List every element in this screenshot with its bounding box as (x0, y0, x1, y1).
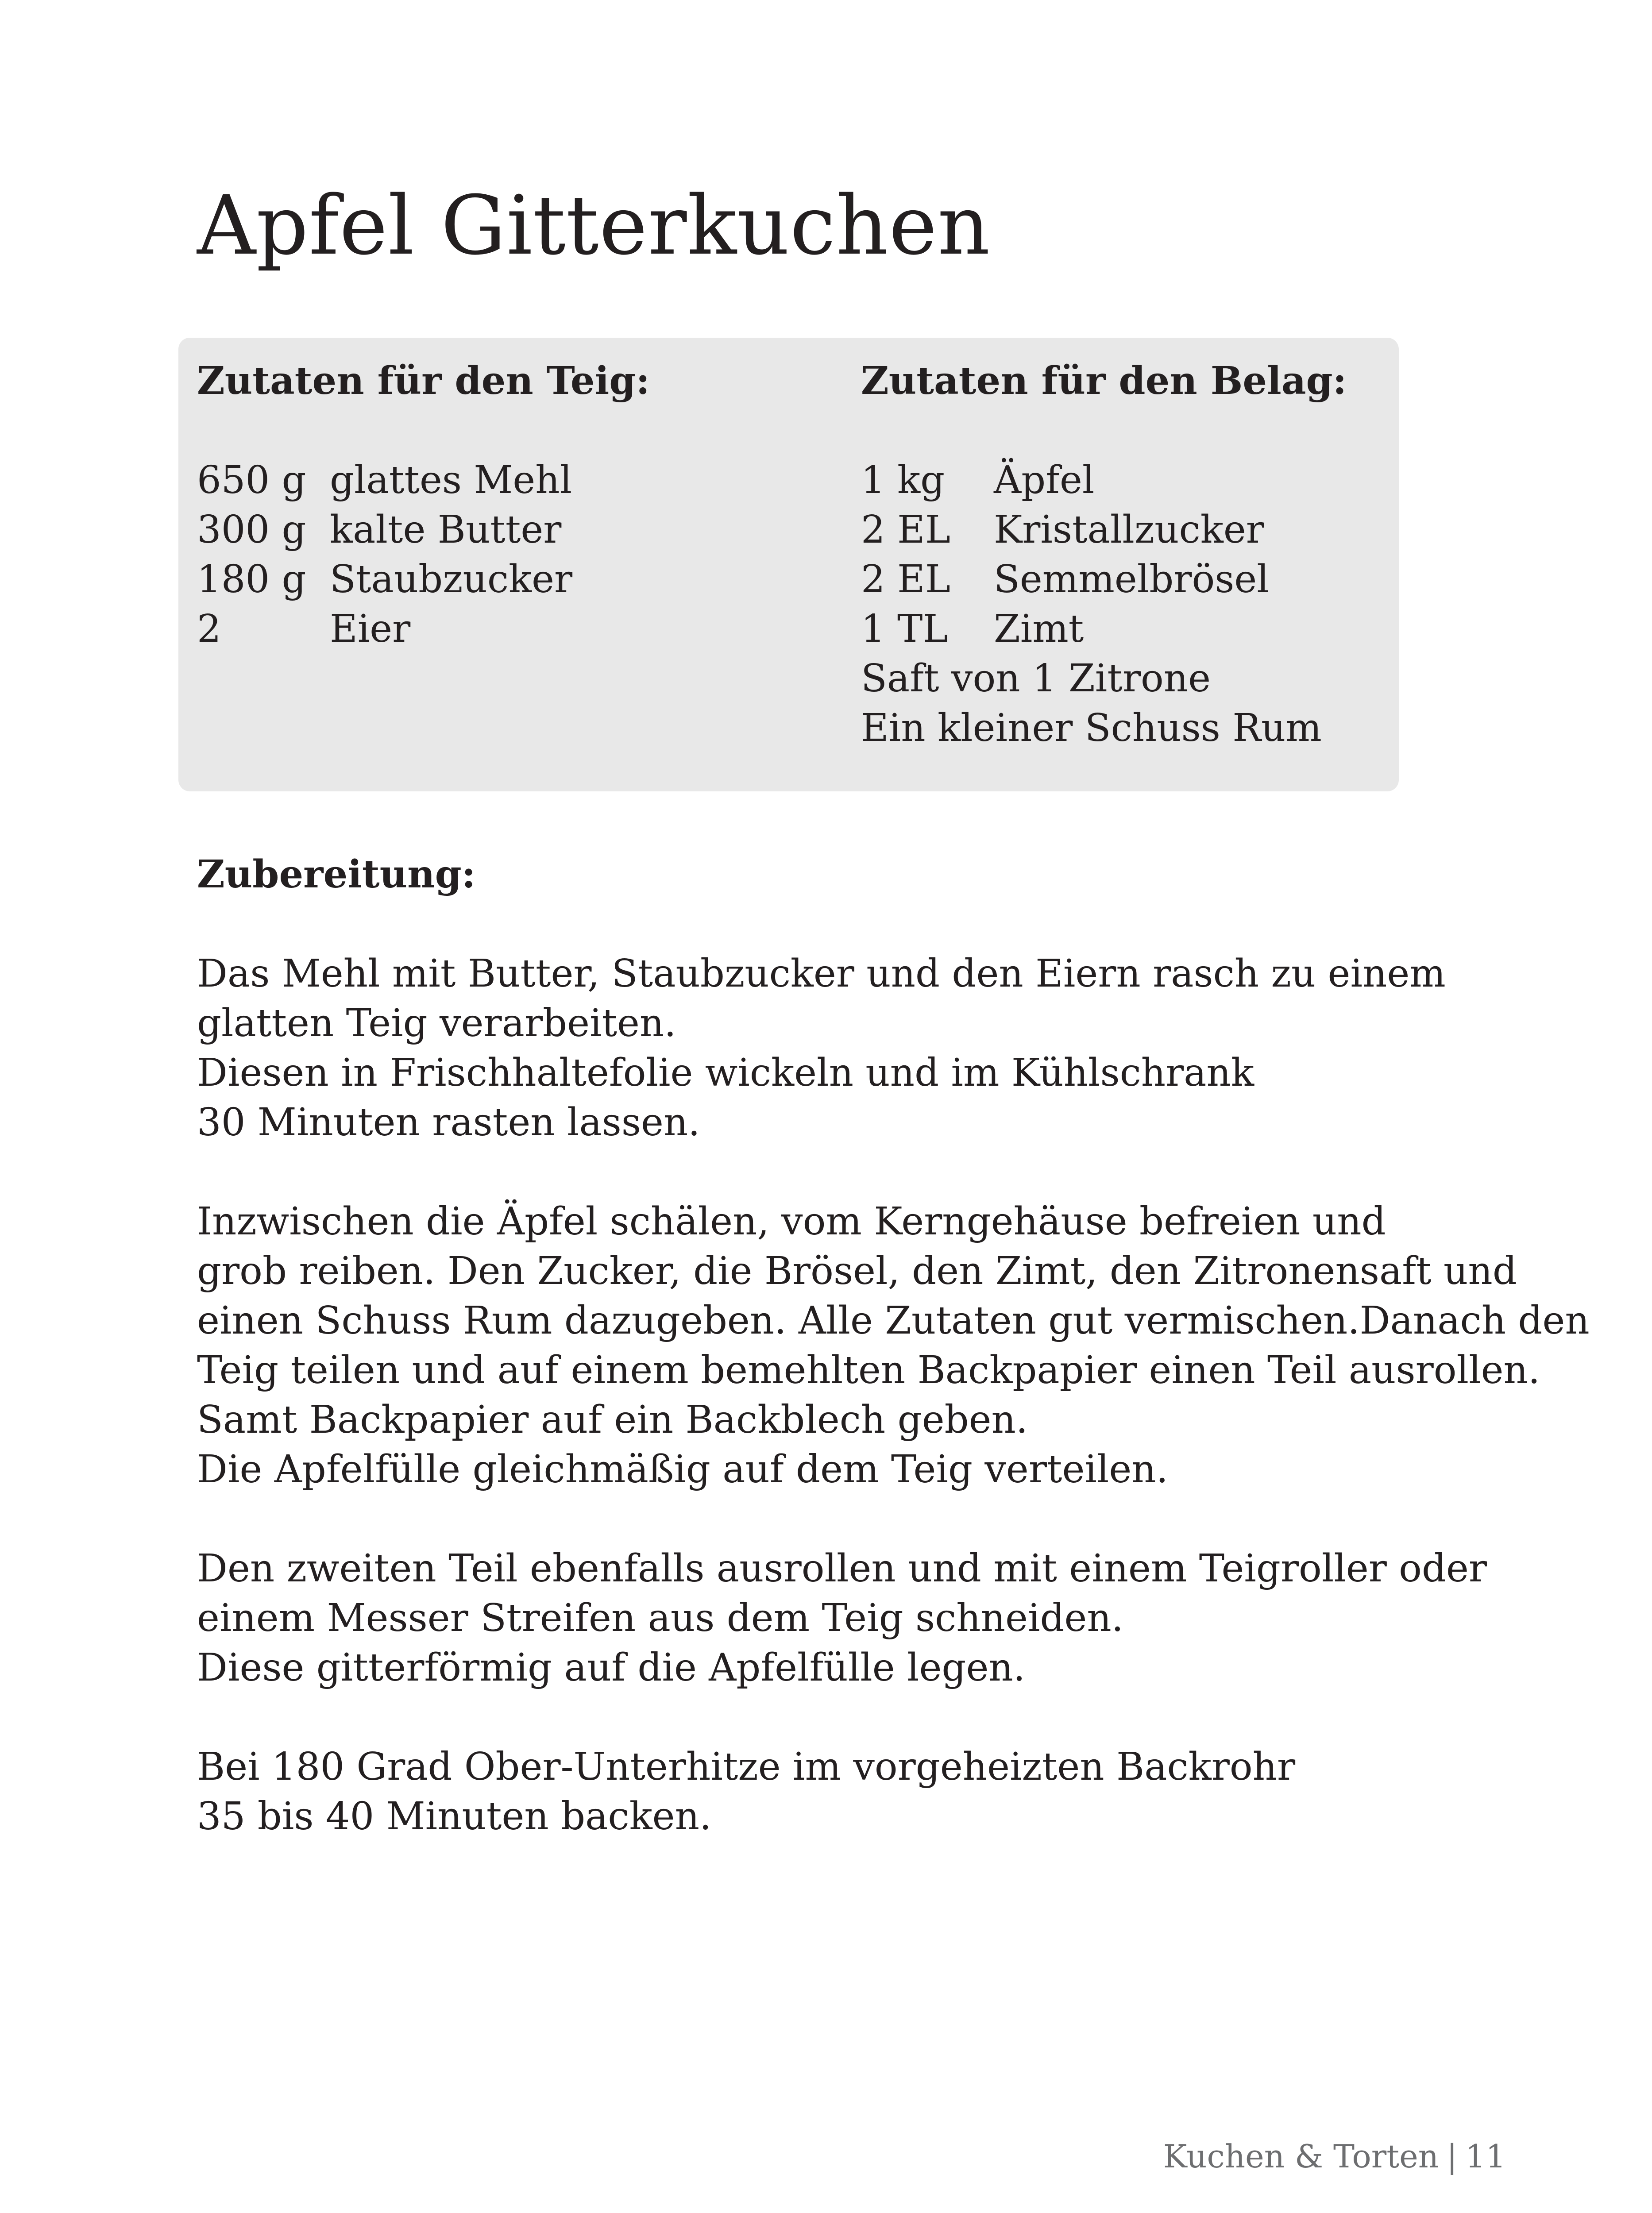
preparation-paragraph (197, 949, 1525, 1147)
ingredient-name: Kristallzucker (994, 508, 1264, 552)
text-line: einen Schuss Rum dazugeben. Alle Zutaten gut vermischen.Danach den (197, 1299, 1590, 1343)
ingredient-extra (861, 703, 1347, 753)
page-footer (1163, 2138, 1506, 2175)
ingredient-row (197, 604, 650, 654)
footer-separator: | (1447, 2138, 1458, 2175)
preparation-heading: Zubereitung: (197, 852, 476, 897)
preparation-section (197, 850, 1590, 1891)
preparation-paragraph (197, 1742, 1525, 1841)
dough-heading: Zutaten für den Teig: (197, 359, 650, 403)
ingredient-row (197, 505, 650, 555)
page-number: 11 (1465, 2138, 1506, 2175)
text-line: Das Mehl mit Butter, Staubzucker und den Eiern rasch zu einem (197, 952, 1446, 996)
ingredient-row (861, 604, 1347, 654)
ingredient-row (197, 555, 650, 604)
preparation-paragraph (197, 1197, 1590, 1494)
footer-section: Kuchen & Torten (1163, 2138, 1439, 2175)
ingredient-name: Zimt (994, 607, 1084, 651)
ingredient-name: Staubzucker (330, 557, 573, 601)
ingredient-name: kalte Butter (330, 508, 562, 552)
dough-ingredients (197, 356, 650, 654)
ingredient-amount: 2 (197, 607, 221, 651)
text-line: einem Messer Streifen aus dem Teig schneiden. (197, 1596, 1124, 1640)
ingredient-row (861, 555, 1347, 604)
text-line: 35 bis 40 Minuten backen. (197, 1794, 712, 1839)
ingredient-amount: 650 g (197, 458, 306, 502)
text-line: Bei 180 Grad Ober-Unterhitze im vorgeheizten Backrohr (197, 1745, 1296, 1789)
text-line: Teig teilen und auf einem bemehlten Backpapier einen Teil ausrollen. (197, 1348, 1540, 1392)
text-line: grob reiben. Den Zucker, die Brösel, den Zimt, den Zitronensaft und (197, 1249, 1517, 1293)
ingredient-row (861, 455, 1347, 505)
text-line: Die Apfelfülle gleichmäßig auf dem Teig verteilen. (197, 1447, 1169, 1492)
ingredient-name: Semmelbrösel (994, 557, 1269, 601)
text-line: Den zweiten Teil ebenfalls ausrollen und mit einem Teigroller oder (197, 1546, 1487, 1591)
ingredient-row (861, 505, 1347, 555)
ingredient-extra-text: Ein kleiner Schuss Rum (861, 706, 1322, 750)
text-line: Samt Backpapier auf ein Backblech geben. (197, 1398, 1028, 1442)
ingredient-name: Eier (330, 607, 411, 651)
preparation-paragraph (197, 1544, 1525, 1693)
ingredient-name: Äpfel (994, 458, 1095, 502)
ingredient-row (197, 455, 650, 505)
ingredient-amount: 2 EL (861, 508, 950, 552)
ingredient-amount: 1 TL (861, 607, 948, 651)
text-line: Diesen in Frischhaltefolie wickeln und im Kühlschrank (197, 1051, 1254, 1095)
ingredient-extra (861, 654, 1347, 703)
topping-ingredients (861, 356, 1347, 753)
text-line: glatten Teig verarbeiten. (197, 1001, 676, 1045)
text-line: Inzwischen die Äpfel schälen, vom Kerngehäuse befreien und (197, 1199, 1386, 1244)
ingredient-name: glattes Mehl (330, 458, 572, 502)
ingredient-extra-text: Saft von 1 Zitrone (861, 656, 1211, 701)
ingredient-amount: 300 g (197, 508, 306, 552)
text-line: Diese gitterförmig auf die Apfelfülle legen. (197, 1646, 1026, 1690)
ingredient-amount: 2 EL (861, 557, 950, 601)
page-title: Apfel Gitterkuchen (197, 178, 991, 273)
ingredient-amount: 1 kg (861, 458, 945, 502)
ingredient-amount: 180 g (197, 557, 306, 601)
topping-heading: Zutaten für den Belag: (861, 359, 1347, 403)
text-line: 30 Minuten rasten lassen. (197, 1100, 700, 1145)
